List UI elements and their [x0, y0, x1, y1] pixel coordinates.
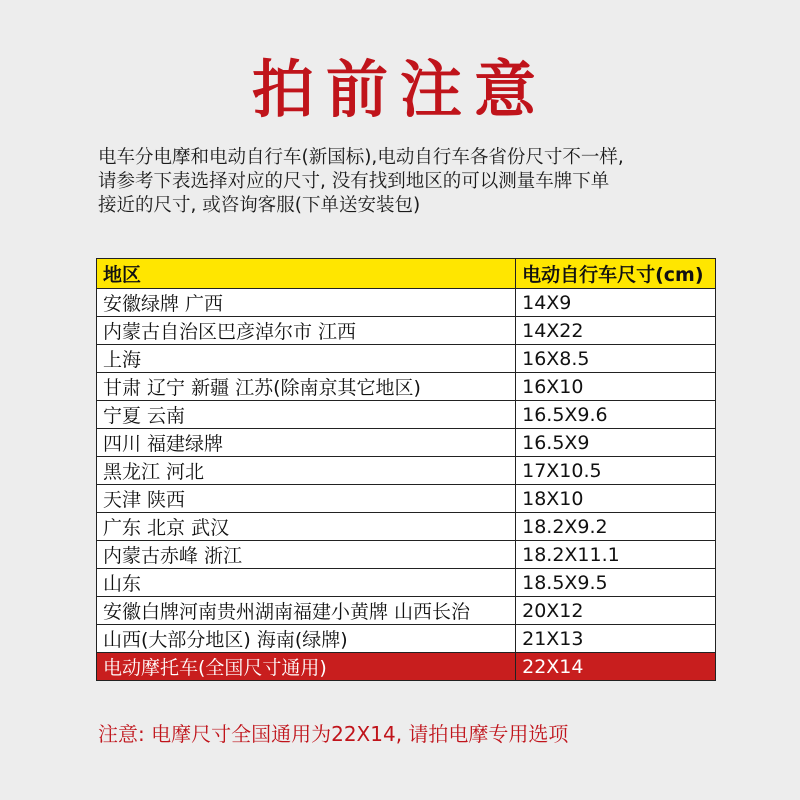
size-cell: 18X10: [516, 485, 716, 513]
intro-line: 接近的尺寸, 或咨询客服(下单送安装包): [98, 195, 421, 216]
intro-line: 请参考下表选择对应的尺寸, 没有找到地区的可以测量车牌下单: [98, 171, 610, 192]
table-row: [97, 569, 716, 597]
region-cell: 甘肃 辽宁 新疆 江苏(除南京其它地区): [97, 373, 516, 401]
size-cell: 18.2X9.2: [516, 513, 716, 541]
table-row-highlight: [97, 653, 716, 681]
size-cell: 14X22: [516, 317, 716, 345]
table-row: [97, 541, 716, 569]
size-cell: 18.5X9.5: [516, 569, 716, 597]
size-cell: 21X13: [516, 625, 716, 653]
region-cell: 内蒙古赤峰 浙江: [97, 541, 516, 569]
region-cell: 黑龙江 河北: [97, 457, 516, 485]
region-cell: 内蒙古自治区巴彦淖尔市 江西: [97, 317, 516, 345]
intro-line: 电车分电摩和电动自行车(新国标),电动自行车各省份尺寸不一样,: [98, 147, 624, 168]
size-cell: 16X8.5: [516, 345, 716, 373]
table-row: [97, 429, 716, 457]
size-cell: 16.5X9: [516, 429, 716, 457]
region-cell-highlight: 电动摩托车(全国尺寸通用): [97, 653, 516, 681]
region-cell: 山西(大部分地区) 海南(绿牌): [97, 625, 516, 653]
size-cell: 16X10: [516, 373, 716, 401]
column-header-size: 电动自行车尺寸(cm): [516, 259, 716, 289]
table-row: [97, 485, 716, 513]
region-cell: 四川 福建绿牌: [97, 429, 516, 457]
size-cell: 16.5X9.6: [516, 401, 716, 429]
table-row: [97, 625, 716, 653]
column-header-region: 地区: [97, 259, 516, 289]
size-table: [96, 258, 716, 681]
size-cell: 20X12: [516, 597, 716, 625]
intro-paragraph: [98, 146, 758, 218]
table-row: [97, 597, 716, 625]
size-cell: 17X10.5: [516, 457, 716, 485]
footer-note: 注意: 电摩尺寸全国通用为22X14, 请拍电摩专用选项: [98, 722, 569, 746]
region-cell: 天津 陕西: [97, 485, 516, 513]
region-cell: 山东: [97, 569, 516, 597]
region-cell: 宁夏 云南: [97, 401, 516, 429]
table-row: [97, 289, 716, 317]
table-row: [97, 457, 716, 485]
size-cell: 18.2X11.1: [516, 541, 716, 569]
region-cell: 安徽白牌河南贵州湖南福建小黄牌 山西长治: [97, 597, 516, 625]
table-header-row: [97, 259, 716, 289]
table-row: [97, 317, 716, 345]
table-row: [97, 345, 716, 373]
table-row: [97, 513, 716, 541]
region-cell: 上海: [97, 345, 516, 373]
table-row: [97, 401, 716, 429]
region-cell: 广东 北京 武汉: [97, 513, 516, 541]
region-cell: 安徽绿牌 广西: [97, 289, 516, 317]
table-row: [97, 373, 716, 401]
page-title: 拍前注意: [251, 53, 548, 126]
size-cell: 14X9: [516, 289, 716, 317]
size-cell-highlight: 22X14: [516, 653, 716, 681]
